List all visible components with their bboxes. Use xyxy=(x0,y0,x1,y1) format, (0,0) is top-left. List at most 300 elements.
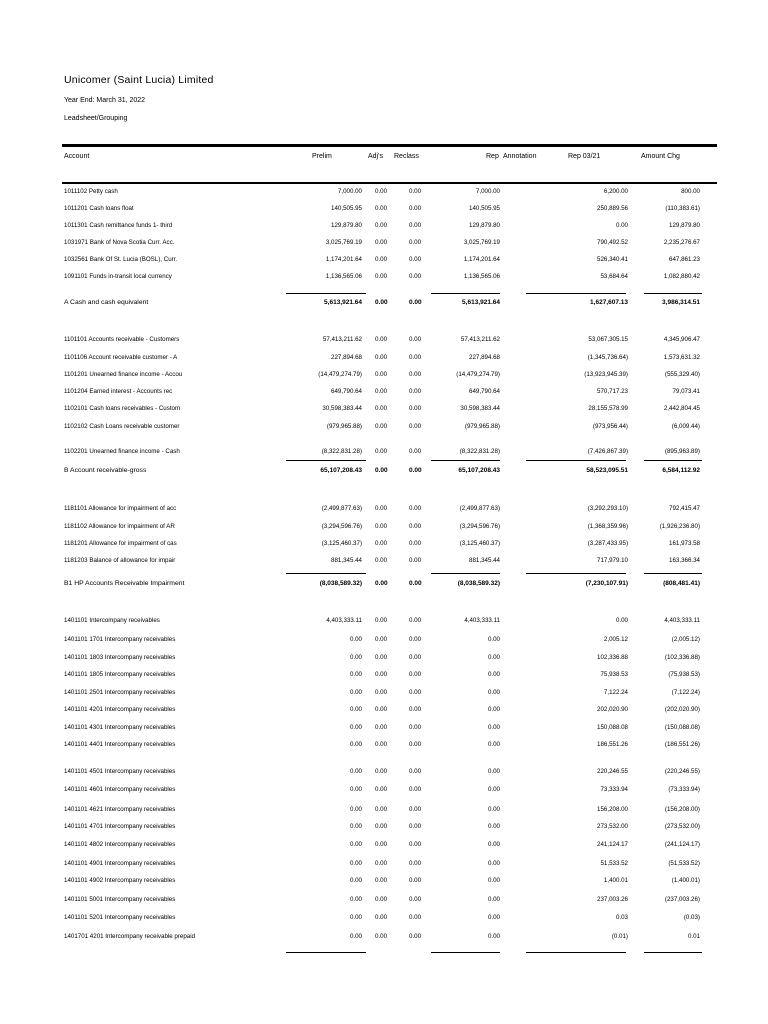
cell-rep0321: 241,124.17 xyxy=(597,841,628,848)
cell-prelim: 0.00 xyxy=(349,671,362,678)
cell-recl: 0.00 xyxy=(409,222,422,229)
table-row xyxy=(0,251,768,268)
cell-prelim: 1,136,565.06 xyxy=(325,273,362,280)
cell-account: 1101204 Earned interest - Accounts rec xyxy=(64,388,173,395)
cell-prelim: 0.00 xyxy=(349,741,362,748)
cell-account: 1401101 1805 Intercompany receivables xyxy=(64,671,176,678)
cell-prelim: 881,345.44 xyxy=(331,557,362,564)
cell-adj: 0.00 xyxy=(375,877,388,884)
cell-rep0321: 156,208.00 xyxy=(597,806,628,813)
cell-prelim: 140,505.95 xyxy=(331,205,362,212)
cell-account: 1181102 Allowance for impairment of AR xyxy=(64,523,175,530)
col-header-adjs: Adj's xyxy=(368,153,383,160)
total-underline xyxy=(286,952,366,953)
total-underline xyxy=(431,952,500,953)
cell-rep0321: 1,627,607.13 xyxy=(590,299,628,306)
col-header-amount-chg: Amount Chg xyxy=(641,153,680,160)
cell-rep0321: (7,230,107.91) xyxy=(585,580,628,587)
cell-chg: (1,400.01) xyxy=(671,877,700,884)
table-row xyxy=(0,331,768,348)
cell-chg: (555,329.40) xyxy=(664,371,700,378)
table-row xyxy=(0,535,768,552)
cell-account: 1101106 Account receivable customer - A xyxy=(64,354,178,361)
cell-prelim: 0.00 xyxy=(349,768,362,775)
cell-adj: 0.00 xyxy=(375,786,388,793)
cell-account: 1401101 4601 Intercompany receivables xyxy=(64,786,176,793)
cell-adj: 0.00 xyxy=(375,823,388,830)
cell-account: 1181101 Allowance for impairment of acc xyxy=(64,505,177,512)
cell-account: 1102101 Cash loans receivables - Custom xyxy=(64,405,181,412)
cell-chg: 647,861.23 xyxy=(669,256,700,263)
table-row xyxy=(0,928,768,945)
cell-account: 1102201 Unearned finance income - Cash xyxy=(64,448,180,455)
company-title: Unicomer (Saint Lucia) Limited xyxy=(64,74,214,86)
table-row xyxy=(0,518,768,535)
cell-prelim: 65,107,208.43 xyxy=(320,467,362,474)
table-row xyxy=(0,552,768,569)
cell-adj: 0.00 xyxy=(375,467,388,474)
table-row xyxy=(0,500,768,517)
cell-rep0321: (0.01) xyxy=(611,933,628,940)
cell-prelim: 0.00 xyxy=(349,724,362,731)
cell-rep0321: 73,333.94 xyxy=(600,786,628,793)
cell-account: 1102102 Cash Loans receivable customer xyxy=(64,423,180,430)
col-header-account: Account xyxy=(64,153,90,160)
cell-prelim: 129,879.80 xyxy=(331,222,362,229)
cell-chg: (75,938.53) xyxy=(668,671,700,678)
cell-rep: (3,294,596.76) xyxy=(459,523,500,530)
cell-adj: 0.00 xyxy=(375,580,388,587)
cell-rep: 1,174,201.64 xyxy=(463,256,500,263)
cell-recl: 0.00 xyxy=(409,786,422,793)
cell-rep0321: 202,020.90 xyxy=(597,706,628,713)
cell-prelim: (14,479,274.79) xyxy=(318,371,362,378)
cell-recl: 0.00 xyxy=(409,354,422,361)
cell-adj: 0.00 xyxy=(375,724,388,731)
cell-chg: (150,088.08) xyxy=(664,724,700,731)
cell-rep: 0.00 xyxy=(487,636,500,643)
year-end-label: Year End: March 31, 2022 xyxy=(64,97,146,104)
cell-account: 1401101 4201 Intercompany receivables xyxy=(64,706,176,713)
cell-rep: 0.00 xyxy=(487,741,500,748)
table-row xyxy=(0,736,768,753)
cell-adj: 0.00 xyxy=(375,273,388,280)
cell-rep: 227,894.68 xyxy=(469,354,500,361)
cell-prelim: (2,499,877.63) xyxy=(321,505,362,512)
cell-chg: 79,073.41 xyxy=(672,388,700,395)
cell-adj: 0.00 xyxy=(375,933,388,940)
cell-prelim: 0.00 xyxy=(349,877,362,884)
total-underline xyxy=(431,460,500,461)
cell-rep: (14,479,274.79) xyxy=(456,371,500,378)
total-underline xyxy=(526,952,626,953)
table-row xyxy=(0,383,768,400)
cell-chg: 2,235,276.67 xyxy=(663,239,700,246)
cell-prelim: 0.00 xyxy=(349,689,362,696)
cell-adj: 0.00 xyxy=(375,860,388,867)
cell-recl: 0.00 xyxy=(409,239,422,246)
cell-recl: 0.00 xyxy=(409,540,422,547)
cell-account: 1031971 Bank of Nova Scotia Curr. Acc. xyxy=(64,239,175,246)
cell-rep0321: 58,523,095.51 xyxy=(586,467,628,474)
cell-rep: 0.00 xyxy=(487,933,500,940)
cell-rep0321: 51,533.52 xyxy=(600,860,628,867)
cell-prelim: 649,790.64 xyxy=(331,388,362,395)
cell-account: 1401101 1701 Intercompany receivables xyxy=(64,636,176,643)
cell-chg: 3,986,314.51 xyxy=(662,299,700,306)
cell-chg: (1,926,236.80) xyxy=(659,523,700,530)
cell-prelim: 0.00 xyxy=(349,914,362,921)
cell-prelim: 0.00 xyxy=(349,654,362,661)
cell-adj: 0.00 xyxy=(375,336,388,343)
table-row xyxy=(0,183,768,200)
cell-prelim: 1,174,201.64 xyxy=(325,256,362,263)
cell-rep0321: 53,067,305.15 xyxy=(588,336,628,343)
cell-prelim: 0.00 xyxy=(349,636,362,643)
cell-prelim: (3,294,596.76) xyxy=(321,523,362,530)
subtotal-row xyxy=(0,462,768,479)
cell-chg: 4,403,333.11 xyxy=(664,617,700,624)
cell-recl: 0.00 xyxy=(409,557,422,564)
cell-rep: 140,505.95 xyxy=(469,205,500,212)
cell-rep: 0.00 xyxy=(487,860,500,867)
cell-recl: 0.00 xyxy=(409,617,422,624)
table-row xyxy=(0,719,768,736)
cell-recl: 0.00 xyxy=(409,654,422,661)
cell-adj: 0.00 xyxy=(375,299,388,306)
cell-prelim: 0.00 xyxy=(349,860,362,867)
cell-rep: 3,025,769.19 xyxy=(463,239,500,246)
cell-adj: 0.00 xyxy=(375,841,388,848)
cell-account: 1401101 4701 Intercompany receivables xyxy=(64,823,176,830)
cell-adj: 0.00 xyxy=(375,914,388,921)
cell-adj: 0.00 xyxy=(375,636,388,643)
table-row xyxy=(0,366,768,383)
cell-account: 1032561 Bank Of St. Lucia (BOSL), Curr. xyxy=(64,256,178,263)
cell-recl: 0.00 xyxy=(409,689,422,696)
table-row xyxy=(0,649,768,666)
table-row xyxy=(0,891,768,908)
cell-rep: 30,598,383.44 xyxy=(460,405,500,412)
cell-recl: 0.00 xyxy=(409,806,422,813)
cell-account: 1181203 Balance of allowance for impair xyxy=(64,557,176,564)
cell-chg: 6,584,112.92 xyxy=(662,467,700,474)
table-top-rule xyxy=(62,144,717,147)
cell-rep0321: 526,340.41 xyxy=(597,256,628,263)
cell-rep: 0.00 xyxy=(487,914,500,921)
cell-rep: 0.00 xyxy=(487,706,500,713)
cell-adj: 0.00 xyxy=(375,896,388,903)
cell-rep0321: 7,122.24 xyxy=(603,689,628,696)
cell-rep: 5,613,921.64 xyxy=(462,299,500,306)
grouping-label: Leadsheet/Grouping xyxy=(64,115,128,122)
cell-rep0321: 186,551.26 xyxy=(597,741,628,748)
cell-adj: 0.00 xyxy=(375,388,388,395)
cell-rep0321: (1,345,736.64) xyxy=(587,354,628,361)
cell-account: B Account receivable-gross xyxy=(64,467,147,474)
cell-rep0321: 150,088.08 xyxy=(597,724,628,731)
table-row xyxy=(0,631,768,648)
cell-rep: 0.00 xyxy=(487,841,500,848)
cell-chg: (51,533.52) xyxy=(668,860,700,867)
cell-chg: (202,020.90) xyxy=(664,706,700,713)
cell-recl: 0.00 xyxy=(409,467,422,474)
cell-account: 1091101 Funds in-transit local currency xyxy=(64,273,172,280)
col-header-reclass: Reclass xyxy=(394,153,419,160)
cell-chg: 129,879.80 xyxy=(669,222,700,229)
cell-rep: 0.00 xyxy=(487,689,500,696)
cell-account: 1401101 4301 Intercompany receivables xyxy=(64,724,176,731)
cell-chg: 2,442,804.45 xyxy=(663,405,700,412)
cell-rep0321: (3,292,293.10) xyxy=(587,505,628,512)
cell-recl: 0.00 xyxy=(409,706,422,713)
cell-chg: (6,009.44) xyxy=(671,423,700,430)
cell-recl: 0.00 xyxy=(409,671,422,678)
cell-account: 1401101 1803 Intercompany receivables xyxy=(64,654,176,661)
cell-recl: 0.00 xyxy=(409,205,422,212)
cell-account: 1401101 4901 Intercompany receivables xyxy=(64,860,176,867)
cell-recl: 0.00 xyxy=(409,741,422,748)
cell-rep: (8,322,831.28) xyxy=(459,448,500,455)
cell-rep: (2,499,877.63) xyxy=(459,505,500,512)
cell-rep0321: 2,005.12 xyxy=(603,636,628,643)
cell-prelim: (979,965.88) xyxy=(326,423,362,430)
cell-account: A Cash and cash equivalent xyxy=(64,299,149,306)
cell-chg: (273,532.00) xyxy=(664,823,700,830)
cell-prelim: 30,598,383.44 xyxy=(322,405,362,412)
table-row xyxy=(0,400,768,417)
cell-rep0321: 0.00 xyxy=(615,617,628,624)
cell-recl: 0.00 xyxy=(409,896,422,903)
cell-rep0321: 790,492.52 xyxy=(597,239,628,246)
cell-adj: 0.00 xyxy=(375,354,388,361)
cell-rep: 0.00 xyxy=(487,671,500,678)
cell-recl: 0.00 xyxy=(409,933,422,940)
total-underline xyxy=(644,952,702,953)
cell-recl: 0.00 xyxy=(409,841,422,848)
cell-rep: (3,125,460.37) xyxy=(459,540,500,547)
cell-rep0321: 53,684.64 xyxy=(600,273,628,280)
cell-rep: 649,790.64 xyxy=(469,388,500,395)
cell-adj: 0.00 xyxy=(375,557,388,564)
cell-rep: 0.00 xyxy=(487,654,500,661)
total-underline xyxy=(644,573,702,574)
cell-chg: 1,573,631.32 xyxy=(663,354,700,361)
cell-recl: 0.00 xyxy=(409,724,422,731)
cell-recl: 0.00 xyxy=(409,405,422,412)
cell-adj: 0.00 xyxy=(375,671,388,678)
cell-chg: (895,963.89) xyxy=(664,448,700,455)
table-row xyxy=(0,443,768,460)
cell-adj: 0.00 xyxy=(375,371,388,378)
table-row xyxy=(0,200,768,217)
cell-rep0321: 237,003.26 xyxy=(597,896,628,903)
cell-prelim: 0.00 xyxy=(349,896,362,903)
cell-account: 1011301 Cash remittance funds 1- third xyxy=(64,222,173,229)
total-underline xyxy=(286,573,366,574)
cell-recl: 0.00 xyxy=(409,823,422,830)
col-header-rep0321: Rep 03/21 xyxy=(568,153,601,160)
subtotal-row xyxy=(0,575,768,592)
cell-chg: 1,082,880.42 xyxy=(663,273,700,280)
table-row xyxy=(0,801,768,818)
cell-recl: 0.00 xyxy=(409,256,422,263)
cell-recl: 0.00 xyxy=(409,388,422,395)
cell-rep0321: 250,889.56 xyxy=(597,205,628,212)
table-row xyxy=(0,217,768,234)
cell-rep0321: 28,155,578.99 xyxy=(588,405,628,412)
cell-rep: 0.00 xyxy=(487,877,500,884)
cell-rep0321: 570,717.23 xyxy=(597,388,628,395)
cell-chg: 161,973.58 xyxy=(669,540,700,547)
cell-rep: (8,038,589.32) xyxy=(457,580,500,587)
cell-prelim: 4,403,333.11 xyxy=(326,617,362,624)
cell-chg: 792,415.47 xyxy=(669,505,700,512)
cell-account: 1101101 Accounts receivable - Customers xyxy=(64,336,180,343)
cell-account: 1401101 4902 Intercompany receivables xyxy=(64,877,176,884)
cell-adj: 0.00 xyxy=(375,540,388,547)
cell-recl: 0.00 xyxy=(409,336,422,343)
table-row xyxy=(0,781,768,798)
table-row xyxy=(0,684,768,701)
cell-chg: (241,124.17) xyxy=(664,841,700,848)
cell-prelim: 0.00 xyxy=(349,806,362,813)
cell-rep: 129,879.80 xyxy=(469,222,500,229)
cell-recl: 0.00 xyxy=(409,299,422,306)
cell-prelim: (3,125,460.37) xyxy=(321,540,362,547)
cell-rep: 57,413,211.62 xyxy=(460,336,500,343)
total-underline xyxy=(644,460,702,461)
cell-rep0321: (3,287,433.95) xyxy=(587,540,628,547)
cell-adj: 0.00 xyxy=(375,405,388,412)
cell-prelim: 0.00 xyxy=(349,786,362,793)
cell-recl: 0.00 xyxy=(409,768,422,775)
cell-recl: 0.00 xyxy=(409,860,422,867)
cell-rep: 0.00 xyxy=(487,786,500,793)
cell-prelim: 57,413,211.62 xyxy=(322,336,362,343)
cell-adj: 0.00 xyxy=(375,423,388,430)
table-row xyxy=(0,612,768,629)
cell-rep: 65,107,208.43 xyxy=(458,467,500,474)
cell-rep: 4,403,333.11 xyxy=(464,617,500,624)
cell-adj: 0.00 xyxy=(375,741,388,748)
cell-adj: 0.00 xyxy=(375,689,388,696)
cell-chg: 0.01 xyxy=(687,933,700,940)
cell-recl: 0.00 xyxy=(409,523,422,530)
cell-rep0321: 0.00 xyxy=(615,222,628,229)
cell-rep: 1,136,565.06 xyxy=(463,273,500,280)
cell-rep: (979,965.88) xyxy=(464,423,500,430)
cell-chg: (237,003.26) xyxy=(664,896,700,903)
cell-prelim: 0.00 xyxy=(349,841,362,848)
cell-account: 1101201 Unearned finance income - Accou xyxy=(64,371,183,378)
cell-rep0321: (973,956.44) xyxy=(592,423,628,430)
total-underline xyxy=(644,293,702,294)
cell-recl: 0.00 xyxy=(409,423,422,430)
cell-account: 1181201 Allowance for impairment of cas xyxy=(64,540,177,547)
cell-prelim: 5,613,921.64 xyxy=(324,299,362,306)
table-row xyxy=(0,666,768,683)
total-underline xyxy=(431,573,500,574)
cell-adj: 0.00 xyxy=(375,448,388,455)
cell-account: 1401101 Intercompany receivables xyxy=(64,617,160,624)
table-row xyxy=(0,909,768,926)
cell-account: 1401101 2501 Intercompany receivables xyxy=(64,689,176,696)
cell-rep0321: (7,426,867.39) xyxy=(587,448,628,455)
cell-recl: 0.00 xyxy=(409,877,422,884)
cell-account: 1401101 5201 Intercompany receivables xyxy=(64,914,176,921)
cell-adj: 0.00 xyxy=(375,205,388,212)
cell-rep: 7,000.00 xyxy=(475,188,500,195)
cell-prelim: 227,894.68 xyxy=(331,354,362,361)
cell-chg: (186,551.26) xyxy=(664,741,700,748)
cell-adj: 0.00 xyxy=(375,654,388,661)
cell-chg: (220,246.55) xyxy=(664,768,700,775)
cell-account: 1401101 4621 Intercompany receivables xyxy=(64,806,176,813)
cell-prelim: (8,322,831.28) xyxy=(321,448,362,455)
cell-account: 1401101 4501 Intercompany receivables xyxy=(64,768,176,775)
cell-recl: 0.00 xyxy=(409,580,422,587)
cell-chg: (156,208.00) xyxy=(664,806,700,813)
cell-rep: 0.00 xyxy=(487,768,500,775)
cell-adj: 0.00 xyxy=(375,256,388,263)
cell-rep0321: 6,200.00 xyxy=(603,188,628,195)
col-header-rep: Rep xyxy=(486,153,499,160)
cell-rep: 0.00 xyxy=(487,806,500,813)
cell-recl: 0.00 xyxy=(409,448,422,455)
cell-rep0321: 102,336.88 xyxy=(597,654,628,661)
cell-adj: 0.00 xyxy=(375,806,388,813)
col-header-prelim: Prelim xyxy=(312,153,332,160)
cell-account: 1401101 5001 Intercompany receivables xyxy=(64,896,176,903)
cell-chg: (110,383.61) xyxy=(665,205,700,212)
table-row xyxy=(0,418,768,435)
cell-adj: 0.00 xyxy=(375,188,388,195)
cell-prelim: 3,025,769.19 xyxy=(325,239,362,246)
table-row xyxy=(0,818,768,835)
cell-chg: (102,336.88) xyxy=(664,654,700,661)
cell-rep0321: 75,938.53 xyxy=(600,671,628,678)
cell-adj: 0.00 xyxy=(375,239,388,246)
table-row xyxy=(0,701,768,718)
cell-chg: (7,122.24) xyxy=(671,689,700,696)
col-header-annotation: Annotation xyxy=(503,153,537,160)
cell-rep0321: 0.03 xyxy=(615,914,628,921)
cell-rep0321: (13,923,945.39) xyxy=(584,371,628,378)
cell-recl: 0.00 xyxy=(409,188,422,195)
cell-rep0321: 1,400.01 xyxy=(603,877,628,884)
cell-adj: 0.00 xyxy=(375,505,388,512)
cell-chg: 800.00 xyxy=(681,188,700,195)
cell-rep0321: 717,979.10 xyxy=(597,557,628,564)
cell-adj: 0.00 xyxy=(375,523,388,530)
table-row xyxy=(0,234,768,251)
cell-prelim: (8,038,589.32) xyxy=(319,580,362,587)
cell-adj: 0.00 xyxy=(375,706,388,713)
cell-recl: 0.00 xyxy=(409,273,422,280)
cell-prelim: 0.00 xyxy=(349,823,362,830)
total-underline xyxy=(526,460,626,461)
cell-account: 1401101 4802 Intercompany receivables xyxy=(64,841,176,848)
total-underline xyxy=(286,293,366,294)
cell-recl: 0.00 xyxy=(409,505,422,512)
cell-chg: (808,481.41) xyxy=(663,580,700,587)
subtotal-row xyxy=(0,294,768,311)
cell-chg: (0.03) xyxy=(683,914,700,921)
cell-rep: 0.00 xyxy=(487,823,500,830)
table-row xyxy=(0,872,768,889)
cell-adj: 0.00 xyxy=(375,222,388,229)
